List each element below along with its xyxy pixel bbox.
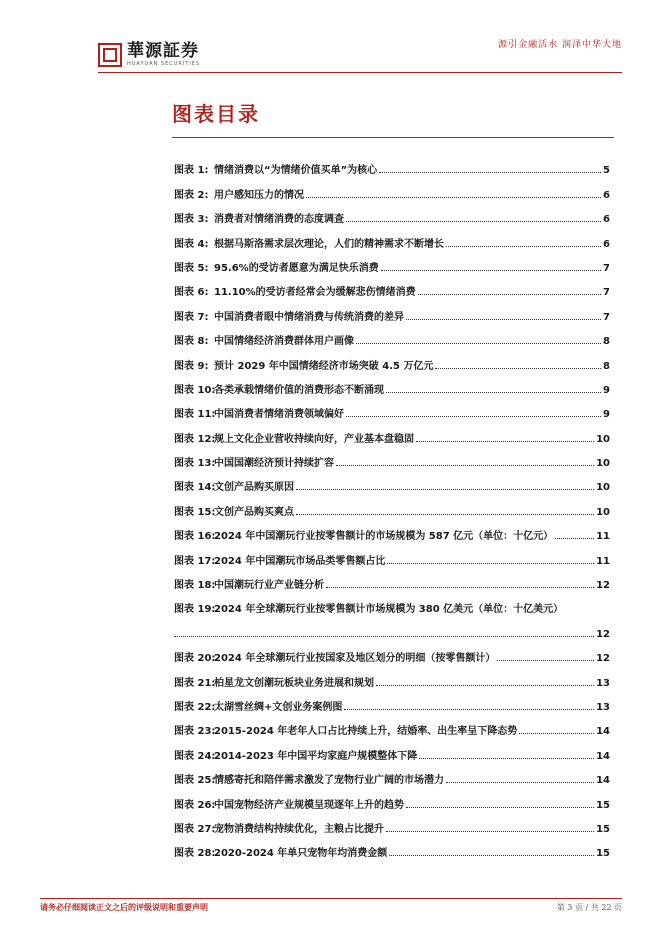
footer-divider [40,898,622,899]
toc-page: 12 [596,580,610,592]
toc-leader [406,319,601,320]
toc-entry[interactable] [174,567,610,591]
toc-entry[interactable] [174,420,610,444]
toc-title: 2020-2024 年单只宠物年均消费金额 [214,848,388,860]
toc-leader [387,563,594,564]
toc-label: 图表 1: [174,165,209,177]
toc-page: 14 [596,775,610,787]
page-title: 图表目录 [172,102,260,126]
toc-page: 11 [596,531,610,543]
toc-label: 图表 20: [174,653,216,665]
toc-title: 情感寄托和陪伴需求激发了宠物行业广阔的市场潜力 [214,775,444,787]
toc-page: 6 [603,189,610,201]
toc-leader [406,807,594,808]
toc-label: 图表 24: [174,750,216,762]
logo-chinese-name: 華源証券 [127,41,199,61]
toc-label: 图表 9: [174,360,209,372]
toc-page: 14 [596,726,610,738]
toc-leader [346,221,601,222]
toc-entry[interactable] [174,396,610,420]
toc-leader [446,246,601,247]
toc-entry[interactable] [174,250,610,274]
toc-leader [381,270,601,271]
toc-page: 6 [603,214,610,226]
toc-entry[interactable] [174,201,610,225]
toc-title: 2024 年中国潮玩市场品类零售额占比 [214,555,386,567]
toc-label: 图表 8: [174,336,209,348]
toc-page: 12 [596,628,610,640]
toc-title: 2015-2024 年老年人口占比持续上升，结婚率、出生率呈下降态势 [214,726,518,738]
toc-leader [389,855,594,856]
toc-title: 中国消费者眼中情绪消费与传统消费的差异 [214,311,404,323]
toc-leader [446,782,594,783]
toc-label: 图表 7: [174,311,209,323]
company-logo [98,40,200,70]
toc-label: 图表 3: [174,214,209,226]
toc-leader [419,758,594,759]
toc-entry[interactable] [174,225,610,249]
toc-page: 14 [596,750,610,762]
toc-entry[interactable] [174,274,610,298]
toc-title: 文创产品购买原因 [214,482,294,494]
toc-entry[interactable] [174,445,610,469]
toc-title: 中国消费者情绪消费领域偏好 [214,409,344,421]
toc-entry[interactable] [174,176,610,200]
toc-label: 图表 25: [174,775,216,787]
toc-title: 消费者对情绪消费的态度调查 [214,214,344,226]
toc-entry[interactable] [174,689,610,713]
toc-title: 柏星龙文创潮玩板块业务进展和规划 [214,677,374,689]
toc-leader [336,465,594,466]
toc-page: 15 [596,823,610,835]
toc-entry[interactable] [174,298,610,322]
toc-entry[interactable] [174,664,610,688]
toc-entry[interactable] [174,591,610,615]
table-of-figures [174,152,610,859]
toc-entry-continuation[interactable] [174,615,610,639]
toc-page: 7 [603,311,610,323]
toc-page: 9 [603,384,610,396]
toc-entry[interactable] [174,640,610,664]
title-divider [172,137,614,138]
toc-title: 中国国潮经济预计持续扩容 [214,458,334,470]
toc-page: 8 [603,360,610,372]
toc-page: 11 [596,555,610,567]
toc-label: 图表 27: [174,823,216,835]
toc-title: 用户感知压力的情况 [214,189,304,201]
toc-label: 图表 5: [174,262,209,274]
toc-page: 7 [603,287,610,299]
toc-leader [346,416,601,417]
toc-leader [356,343,601,344]
toc-leader [376,685,594,686]
footer-page-number: 第 3 页 / 共 22 页 [556,903,622,912]
toc-title: 宠物消费结构持续优化，主粮占比提升 [214,823,384,835]
toc-label: 图表 28: [174,848,216,860]
toc-label: 图表 4: [174,238,209,250]
toc-entry[interactable] [174,762,610,786]
toc-leader [497,660,594,661]
toc-title: 中国潮玩行业产业链分析 [214,580,324,592]
toc-leader [418,294,601,295]
toc-leader [519,733,594,734]
toc-page: 10 [596,482,610,494]
toc-label: 图表 26: [174,799,216,811]
logo-seal-icon [98,43,122,67]
header-slogan: 源引金融活水 润泽中华大地 [498,40,622,50]
toc-title: 根据马斯洛需求层次理论，人们的精神需求不断增长 [214,238,444,250]
toc-page: 10 [596,433,610,445]
toc-leader [344,709,594,710]
toc-title: 规上文化企业营收持续向好，产业基本盘稳固 [214,433,414,445]
toc-title: 中国宠物经济产业规模呈现逐年上升的趋势 [214,799,404,811]
page-header [0,0,662,80]
toc-title: 文创产品购买爽点 [214,506,294,518]
toc-entry[interactable] [174,323,610,347]
toc-entry[interactable] [174,542,610,566]
toc-page: 9 [603,409,610,421]
toc-page: 8 [603,336,610,348]
toc-label: 图表 6: [174,287,209,299]
toc-label: 图表 14: [174,482,216,494]
toc-leader [555,538,594,539]
toc-entry[interactable] [174,835,610,859]
toc-page: 12 [596,653,610,665]
toc-title: 各类承载情绪价值的消费形态不断涌现 [214,384,384,396]
toc-leader [435,368,601,369]
toc-entry[interactable] [174,518,610,542]
toc-page: 15 [596,848,610,860]
footer-disclaimer: 请务必仔细阅读正文之后的评级说明和重要声明 [40,902,208,912]
toc-label: 图表 10: [174,384,216,396]
toc-page: 6 [603,238,610,250]
toc-title: 2024 年全球潮玩行业按零售额计市场规模为 380 亿美元（单位：十亿美元） [214,604,564,616]
toc-label: 图表 12: [174,433,216,445]
toc-label: 图表 18: [174,580,216,592]
toc-label: 图表 23: [174,726,216,738]
toc-leader [386,831,594,832]
toc-label: 图表 11: [174,409,216,421]
toc-leader [416,441,594,442]
toc-label: 图表 2: [174,189,209,201]
toc-page: 7 [603,262,610,274]
toc-entry[interactable] [174,493,610,517]
toc-page: 10 [596,506,610,518]
toc-page: 13 [596,677,610,689]
toc-label: 图表 17: [174,555,216,567]
logo-english-name: HUAYUAN SECURITIES [127,61,201,67]
toc-label: 图表 22: [174,701,216,713]
toc-label: 图表 16: [174,531,216,543]
toc-entry[interactable] [174,347,610,371]
toc-label: 图表 15: [174,506,216,518]
toc-leader [296,514,594,515]
toc-page: 10 [596,458,610,470]
toc-title: 预计 2029 年中国情绪经济市场突破 4.5 万亿元 [214,360,434,372]
toc-leader [174,636,594,637]
toc-entry[interactable] [174,811,610,835]
toc-entry[interactable] [174,152,610,176]
toc-leader [296,489,594,490]
toc-page: 13 [596,701,610,713]
toc-entry[interactable] [174,737,610,761]
toc-leader [386,392,601,393]
toc-page: 5 [603,165,610,177]
toc-label: 图表 21: [174,677,216,689]
toc-page: 15 [596,799,610,811]
header-divider [98,72,622,73]
toc-leader [326,587,594,588]
toc-title: 太湖雪丝绸+文创业务案例图 [214,701,343,713]
toc-leader [379,172,601,173]
toc-label: 图表 13: [174,458,216,470]
toc-entry[interactable] [174,713,610,737]
toc-label: 图表 19: [174,604,216,616]
toc-entry[interactable] [174,372,610,396]
toc-entry[interactable] [174,469,610,493]
toc-entry[interactable] [174,786,610,810]
toc-leader [306,197,601,198]
toc-title: 2024 年中国潮玩行业按零售额计的市场规模为 587 亿元（单位：十亿元） [214,531,554,543]
toc-title: 中国情绪经济消费群体用户画像 [214,336,354,348]
toc-title: 2024 年全球潮玩行业按国家及地区划分的明细（按零售额计） [214,653,496,665]
toc-title: 11.10%的受访者经常会为缓解悲伤情绪消费 [214,287,416,299]
toc-title: 情绪消费以“为情绪价值买单”为核心 [214,165,378,177]
toc-title: 2014-2023 年中国平均家庭户规模整体下降 [214,750,418,762]
toc-title: 95.6%的受访者愿意为满足快乐消费 [214,262,379,274]
